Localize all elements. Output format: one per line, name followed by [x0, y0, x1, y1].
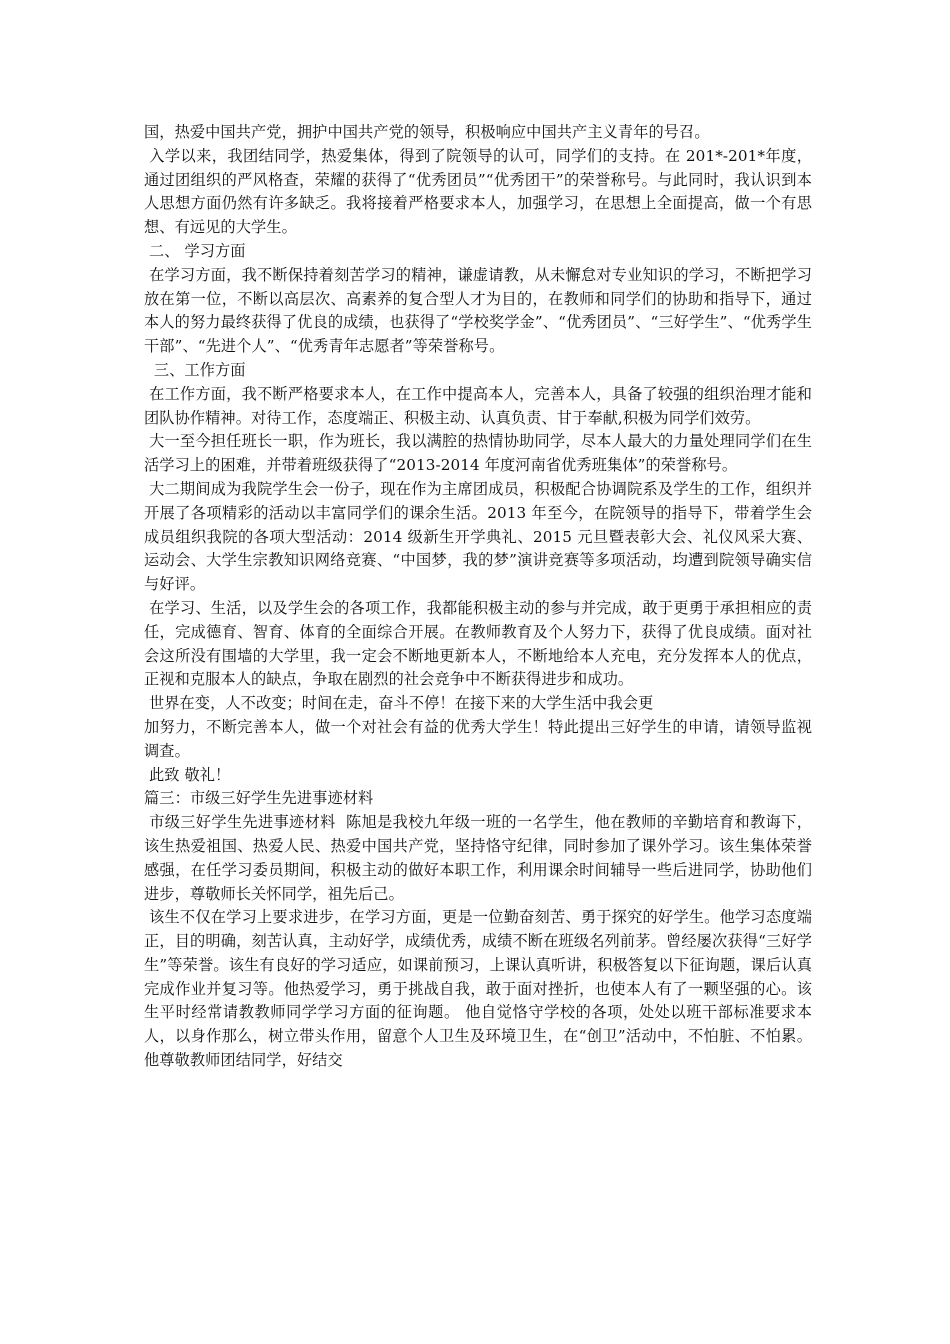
paragraph-work: 在工作方面，我不断严格要求本人，在工作中提高本人，完善本人，具备了较强的组织治理才能和团队协作精神。对待工作，态度端正、积极主动、认真负责、甘于奉献,积极为同学们效劳。 — [144, 384, 812, 427]
paragraph-application: 加努力，不断完善本人，做一个对社会有益的优秀大学生！特此提出三好学生的申请，请领导监视调查。 — [144, 717, 812, 760]
paragraph-class-monitor: 大一至今担任班长一职，作为班长，我以满腔的热情协助同学，尽本人最大的力量处理同学们在生活学习上的困难，并带着班级获得了“2013-2014 年度河南省优秀班集体”的荣誉称号。 — [144, 432, 812, 475]
paragraph-world-changes: 世界在变，人不改变；时间在走，奋斗不停！在接下来的大学生活中我会更 — [144, 694, 654, 713]
document-body — [144, 121, 812, 1073]
paragraph-study: 在学习方面，我不断保持着刻苦学习的精神，谦虚请教，从未懈怠对专业知识的学习，不断把学习放在第一位，不断以高层次、高素养的复合型人才为目的，在教师和同学们的协助和指导下，通过本人的努力最终获得了优良的成绩，也获得了“学校奖学金”、“优秀团员”、“三好学生”、“优秀学生干部”、“先进个人”、“优秀青年志愿者”等荣誉称号。 — [144, 265, 812, 356]
paragraph-student-union: 大二期间成为我院学生会一份子，现在作为主席团成员，积极配合协调院系及学生的工作，组织并开展了各项精彩的活动以丰富同学们的课余生活。2013 年至今，在院领导的指导下，带着学生会成员组织我院的各项大型活动：2014 级新生开学典礼、2015 元旦暨表彰大会、礼仪风采大赛、运动会、大学生宗教知识网络竞赛、“中国梦，我的梦”演讲竞赛等多项活动，均遭到院领导确实信与好评。 — [144, 479, 812, 594]
paragraph-salutation: 此致 敬礼！ — [144, 765, 231, 784]
paragraph-collective-honor: 入学以来，我团结同学，热爱集体，得到了院领导的认可，同学们的支持。在 201*-201*年度，通过团组织的严风格查，荣耀的获得了“优秀团员”“优秀团干”的荣誉称号。与此同时，我认识到本人思想方面仍然有许多缺乏。我将接着严格要求本人，加强学习，在思想上全面提高，做一个有思想、有远见的大学生。 — [144, 146, 812, 237]
paragraph-chenxu-study: 该生不仅在学习上要求进步，在学习方面，更是一位勤奋刻苦、勇于探究的好学生。他学习态度端正，目的明确，刻苦认真，主动好学，成绩优秀，成绩不断在班级名列前茅。曾经屡次获得“三好学生”等荣誉。该生有良好的学习适应，如课前预习，上课认真听讲，积极答复以下征询题，课后认真完成作业并复习等。他热爱学习，勇于挑战自我，敢于面对挫折，也使本人有了一颗坚强的心。该生平时经常请教教师同学学习方面的征询题。 他自觉恪守学校的各项，处处以班干部标准要求本人，以身作那么，树立带头作用，留意个人卫生及环境卫生，在“创卫”活动中，不怕脏、不怕累。他尊敬教师团结同学，好结交 — [144, 908, 812, 1070]
section-heading-part-three: 篇三：市级三好学生先进事迹材料 — [144, 789, 374, 808]
section-heading-work: 三、工作方面 — [144, 360, 246, 379]
section-heading-study: 二、 学习方面 — [144, 241, 246, 260]
paragraph-overall: 在学习、生活，以及学生会的各项工作，我都能积极主动的参与并完成，敢于更勇于承担相应的责任，完成德育、智育、体育的全面综合开展。在教师教育及个人努力下，获得了优良成绩。面对社会这所没有围墙的大学里，我一定会不断地更新本人，不断地给本人充电，充分发挥本人的优点，正视和克服本人的缺点，争取在剧烈的社会竞争中不断获得进步和成功。 — [144, 598, 812, 689]
paragraph-chenxu-intro: 市级三好学生先进事迹材料 陈旭是我校九年级一班的一名学生，他在教师的辛勤培育和教诲下，该生热爱祖国、热爱人民、热爱中国共产党，坚持恪守纪律，同时参加了课外学习。该生集体荣誉感强，在任学习委员期间，积极主动的做好本职工作，利用课余时间辅导一些后进同学，协助他们进步，尊敬师长关怀同学，祖先后己。 — [144, 813, 812, 903]
paragraph-intro-continued: 国，热爱中国共产党，拥护中国共产党的领导，积极响应中国共产主义青年的号召。 — [144, 123, 710, 141]
